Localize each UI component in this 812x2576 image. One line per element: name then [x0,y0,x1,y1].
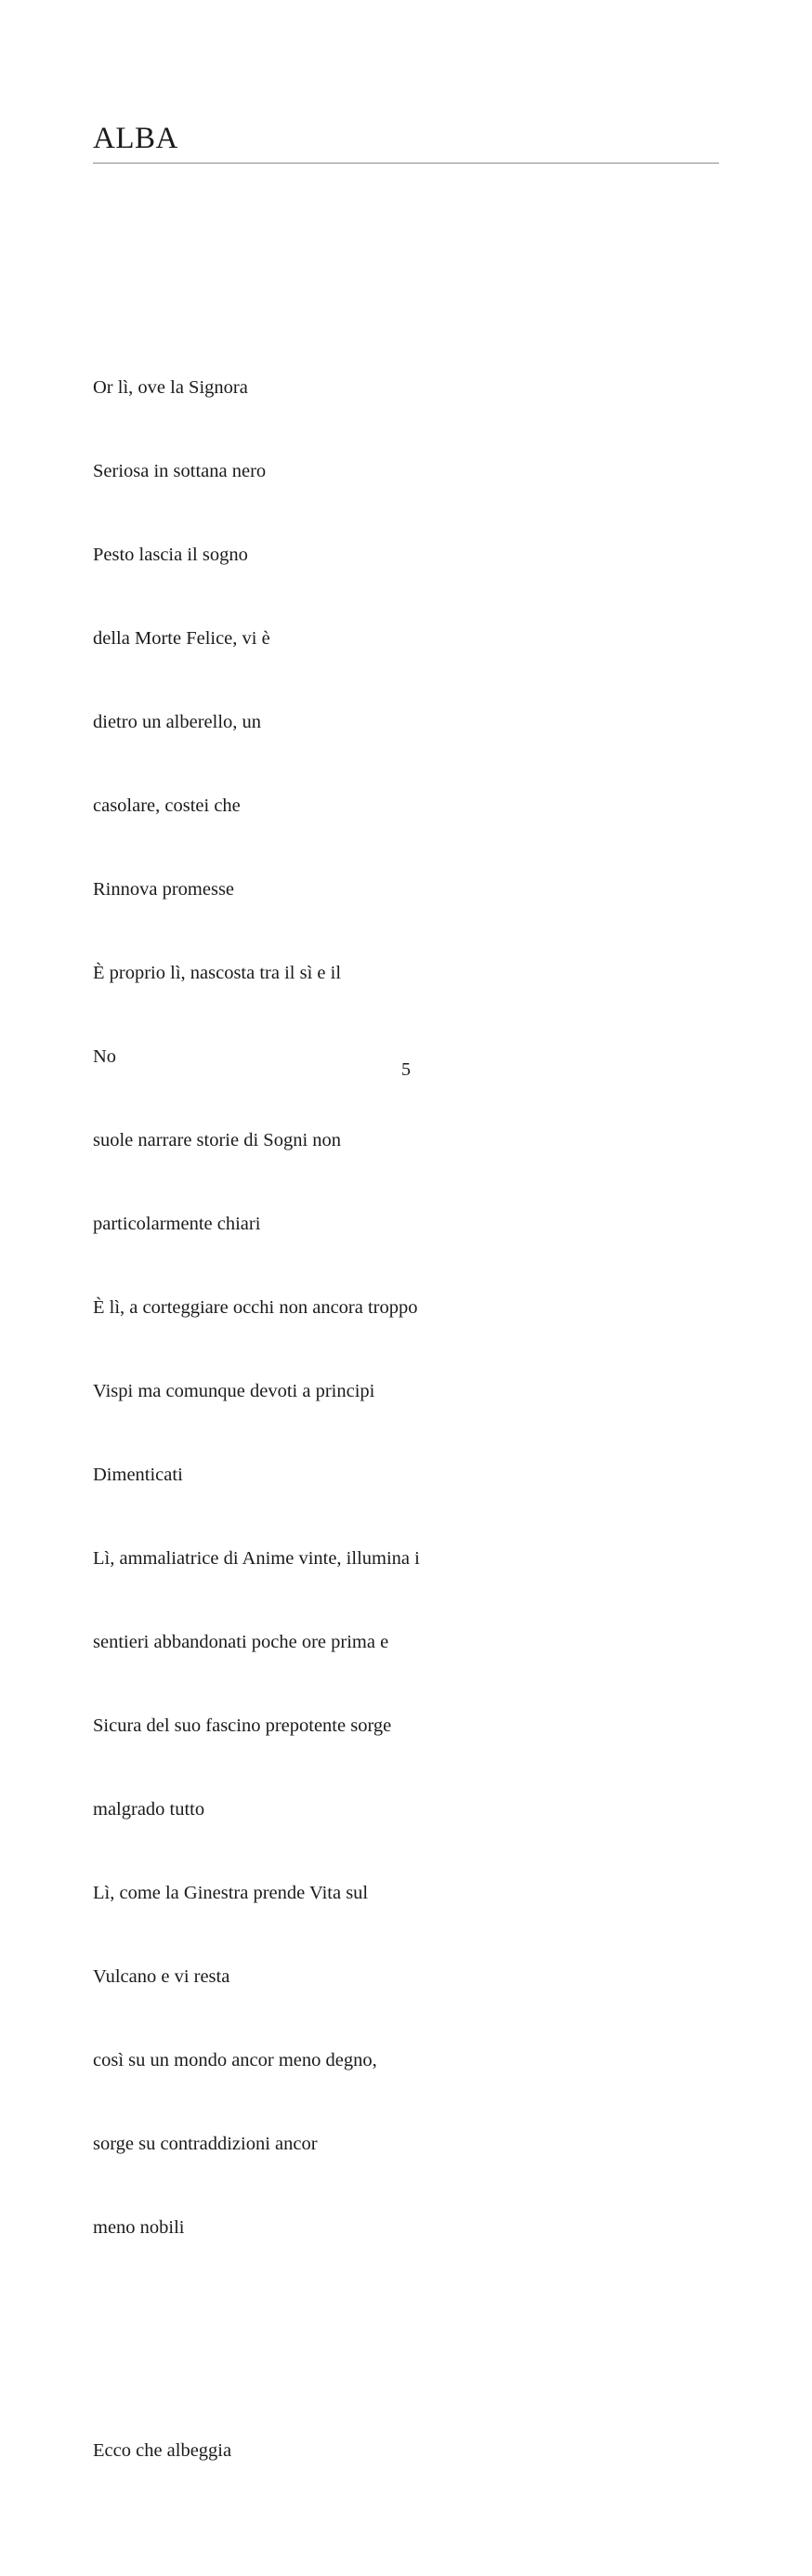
poem-body [93,262,719,2576]
poem-line: casolare, costei che [93,795,241,817]
poem-line: particolarmente chiari [93,1214,261,1235]
poem-line: Lì, come la Ginestra prende Vita sul [93,1883,369,1904]
poem-line: Dimenticati [93,1465,183,1486]
poem-line: Or lì, ove la Signora [93,377,248,399]
poem-line: Rinnova promesse [93,879,235,900]
poem-line: suole narrare storie di Sogni non [93,1130,342,1151]
poem-line: così su un mondo ancor meno degno, [93,2050,377,2071]
title-divider [93,163,719,164]
poem-line: sorge su contraddizioni ancor [93,2134,318,2155]
poem-line: dietro un alberello, un [93,712,262,733]
poem-line: È lì, a corteggiare occhi non ancora troppo [93,1297,418,1319]
page-content [93,0,719,2576]
poem-line: È proprio lì, nascosta tra il sì e il [93,963,342,984]
poem-line: Sicura del suo fascino prepotente sorge [93,1715,392,1737]
poem-line: della Morte Felice, vi è [93,628,270,650]
poem-line: Seriosa in sottana nero [93,461,267,482]
poem-line: No [93,1046,117,1068]
poem-line: Ecco che albeggia [93,2440,232,2462]
poem-line: Vispi ma comunque devoti a principi [93,1381,375,1402]
poem-line: sentieri abbandonati poche ore prima e [93,1632,389,1653]
page-title: ALBA [93,122,178,155]
stanza [93,2381,719,2520]
poem-line: meno nobili [93,2217,185,2239]
poem-line: Pesto lascia il sogno [93,545,248,566]
page-number: 5 [401,1059,411,1080]
poem-line: malgrado tutto [93,1799,205,1820]
poem-line: Vulcano e vi resta [93,1966,230,1988]
poem-line: Lì, ammaliatrice di Anime vinte, illumina i [93,1548,420,1570]
stanza [93,318,719,2297]
